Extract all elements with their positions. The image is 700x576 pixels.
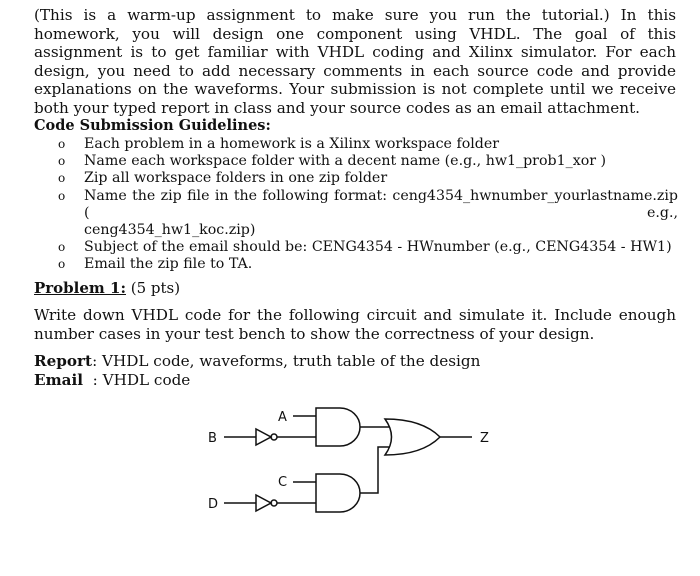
bullet-icon: o [58, 137, 66, 151]
list-item-text: Each problem in a homework is a Xilinx workspace folder [84, 136, 500, 152]
email-label: Email [34, 370, 84, 389]
email-line [34, 371, 480, 390]
deliverables [34, 352, 480, 389]
list-item-text: Name the zip file in the following format: ceng4354_hwnumber_yourlastname.zip ( e.g., [84, 187, 678, 221]
label-d: D [208, 497, 219, 512]
not-gate-d [256, 495, 271, 511]
not-gate-b [256, 429, 271, 445]
problem-title: Problem 1: [34, 279, 126, 297]
list-item-text: Subject of the email should be: CENG4354 - HWnumber (e.g., CENG4354 - HW1) [84, 239, 672, 256]
and-gate-2 [316, 474, 360, 512]
problem-points: (5 pts) [126, 279, 181, 297]
report-line [34, 352, 480, 371]
email-text: : VHDL code [83, 370, 191, 389]
bullet-icon: o [58, 257, 66, 272]
bullet-icon: o [58, 188, 66, 203]
list-item [58, 256, 678, 273]
list-item [58, 239, 678, 256]
bullet-icon: o [58, 240, 66, 255]
label-b: B [208, 431, 217, 446]
label-a: A [278, 410, 287, 425]
guidelines-list [58, 136, 678, 274]
list-item [58, 170, 678, 187]
report-label: Report [34, 352, 93, 370]
intro-paragraph: (This is a warm-up assignment to make sure you run the tutorial.) In this homework, you will design one component using VHDL. The goal of this assignment is to get familiar with VHDL coding and Xilinx simulator. For each design, you need to add necessary comments in each source code and provide explanations on the waveforms. Your submission is not complete until we receive both your typed report in class and your source codes as an email attachment. [34, 6, 676, 117]
problem-description: Write down VHDL code for the following circuit and simulate it. Include enough number cases in your test bench to show the correctness of your design. [34, 306, 676, 343]
guidelines-heading: Code Submission Guidelines: [34, 117, 271, 134]
list-item [58, 153, 678, 170]
or-gate [385, 419, 440, 455]
list-item-text: Zip all workspace folders in one zip folder [84, 170, 388, 187]
bullet-icon: o [58, 171, 66, 186]
list-item [58, 136, 678, 153]
list-item-continuation [58, 222, 678, 239]
list-item [58, 188, 678, 222]
label-c: C [278, 475, 288, 490]
bullet-icon: o [58, 154, 66, 169]
report-text: : VHDL code, waveforms, truth table of the design [92, 352, 481, 370]
list-item-text: Name each workspace folder with a decent name (e.g., hw1_prob1_xor ) [84, 153, 607, 170]
label-z: Z [480, 431, 489, 446]
and-gate-1 [316, 408, 360, 446]
list-item-text: ceng4354_hw1_koc.zip) [84, 222, 256, 239]
circuit-diagram [190, 400, 520, 530]
list-item-text: Email the zip file to TA. [84, 256, 253, 273]
problem-heading [34, 279, 180, 297]
